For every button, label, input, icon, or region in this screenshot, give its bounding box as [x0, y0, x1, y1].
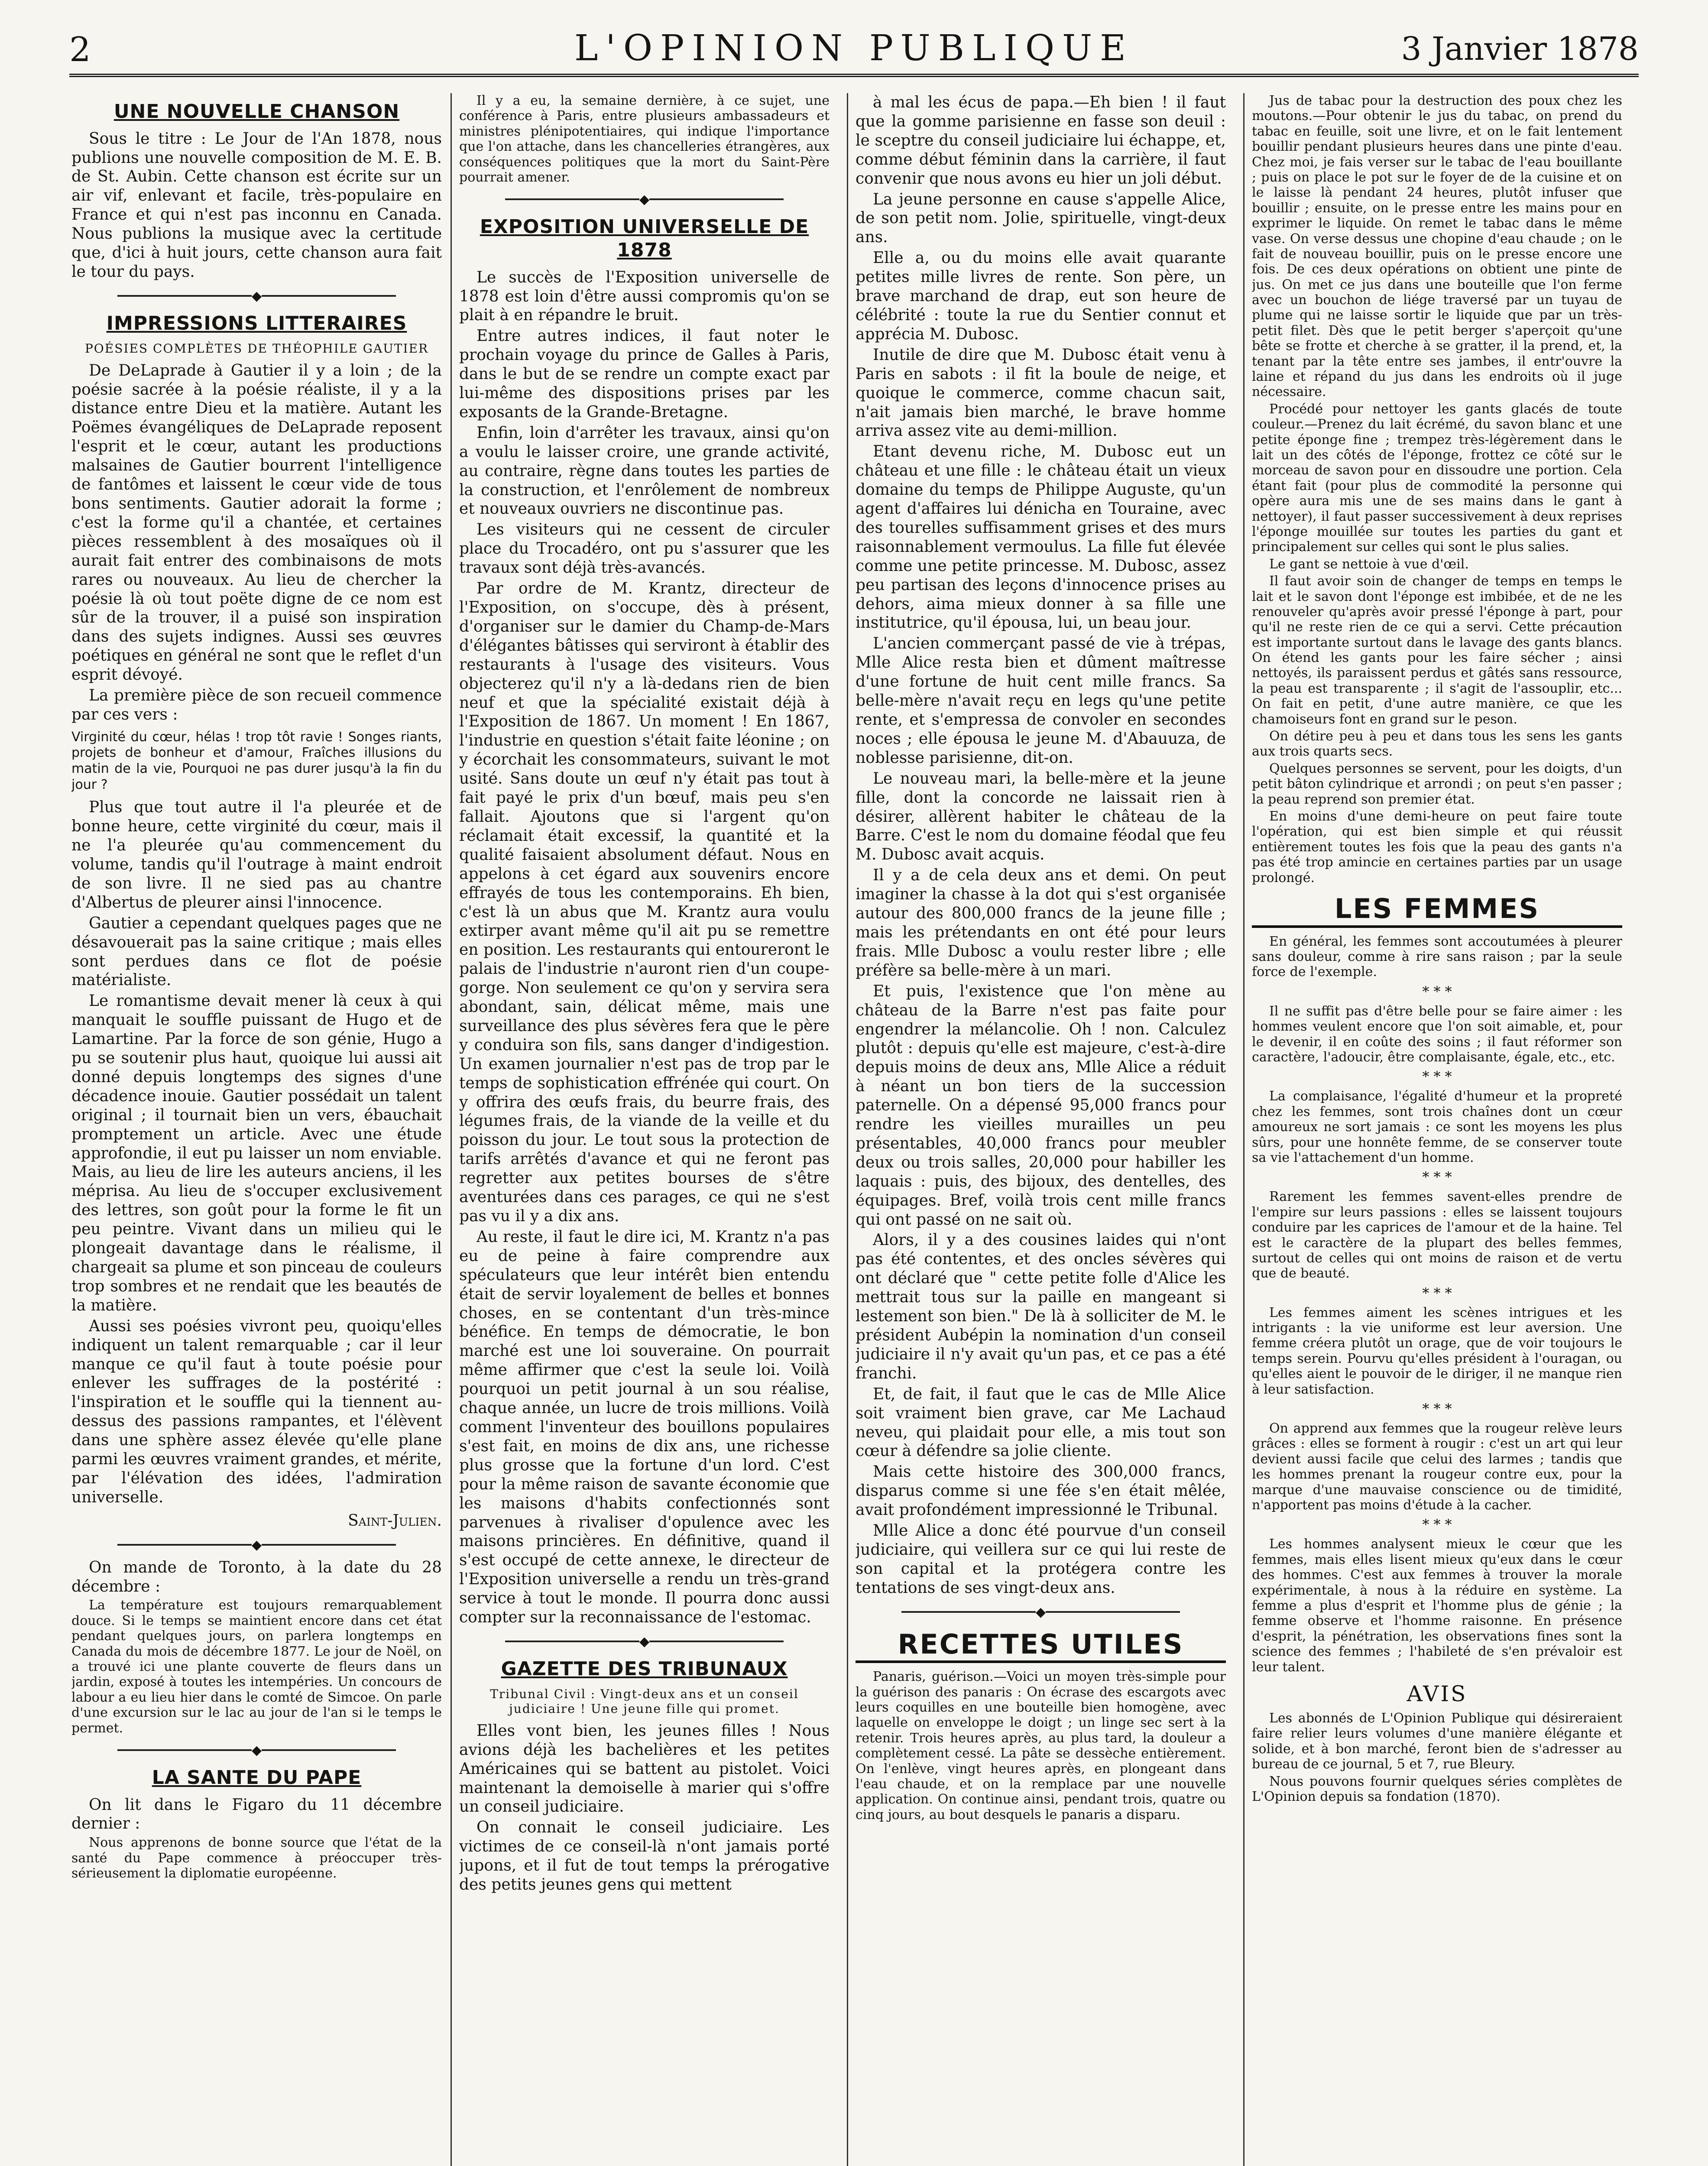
- column-divider: [450, 93, 452, 2166]
- paragraph: Les femmes aiment les scènes intrigues et les intrigants : la vie uniforme est leur aversion. Une femme créera plutôt un orage, que de voir toujours le temps serein. Pourvu qu'elles président à l'ouragan, ou qu'elles aient le pouvoir de le diriger, il ne manque rien à leur satisfaction.: [1252, 1305, 1622, 1397]
- paragraph: Enfin, loin d'arrêter les travaux, ainsi qu'on a voulu le laisser croire, une grande activité, au contraire, règne dans toutes les parties de la construction, et l'enrôlement de nombreux et nouveaux ouvriers ne discontinue pas.: [459, 424, 830, 518]
- chanson-text: Sous le titre : Le Jour de l'An 1878, nous publions une nouvelle composition de M. E. B. de St. Aubin. Cette chanson est écrite sur un air vif, enlevant et facile, très-populaire en France et qui n'est pas inconnu en Canada. Nous publions la musique avec la certitude que, d'ici à huit jours, cette chanson aura fait le tour du pays.: [71, 130, 442, 281]
- paragraph: Les hommes analysent mieux le cœur que les femmes, mais elles lisent mieux qu'eux dans le cœur des hommes. C'est aux femmes à trouver la morale expérimentale, à nous à la réduire en système. La femme a plus d'esprit et l'homme plus de génie ; la femme observe et l'homme raisonne. En présence d'esprit, la pénétration, les observations fines sont la science des femmes ; l'habileté de s'en prévaloir est leur talent.: [1252, 1537, 1622, 1675]
- paragraph: Mlle Alice a donc été pourvue d'un conseil judiciaire, qui veillera sur ce qui lui reste de son capital et la protégera contre les tentations de ses vingt-deux ans.: [856, 1522, 1226, 1597]
- issue-date: 3 Janvier 1878: [1401, 30, 1639, 68]
- paragraph: Entre autres indices, il faut noter le prochain voyage du prince de Galles à Paris, dans le but de se rendre un compte exact par lui-même des dispositions prises par les exposants de la Grande-Bretagne.: [459, 327, 830, 421]
- impressions-heading: IMPRESSIONS LITTERAIRES: [106, 312, 407, 334]
- exposition-heading: EXPOSITION UNIVERSELLE DE 1878: [480, 216, 809, 261]
- paragraph: Au reste, il faut le dire ici, M. Krantz n'a pas eu de peine à faire comprendre aux spéculateurs que leur intérêt bien entendu était de servir loyalement de belles et bonnes choses, en se contentant d'un très-mince bénéfice. En temps de démocratie, le bon marché est une loi souveraine. On pourrait même affirmer que c'est la seule loi. Voilà pourquoi un petit journal à un sou réalise, chaque année, un lucre de trois millions. Voilà comment l'inventeur des bouillons populaires s'est fait, en moins de dix ans, une richesse plus grosse que la fortune d'un lord. C'est pour la même raison de savante économie que les maisons d'habits confectionnés sont parvenues à rivaliser d'opulence avec les maisons princières. En définitive, quand il s'est occupé de cette annexe, le directeur de l'Exposition universelle a rendu un très-grand service à tout le monde. Il pourra donc aussi compter sur la reconnaissance de l'estomac.: [459, 1228, 830, 1627]
- asterism: * * *: [1422, 1401, 1452, 1417]
- paragraph: De DeLaprade à Gautier il y a loin ; de la poésie sacrée à la poésie réaliste, il y a la distance entre Dieu et la matière. Autant les Poëmes évangéliques de DeLaprade reposent l'esprit et le cœur, autant les productions malsaines de Gautier bourrent l'intelligence de fantômes et laissent le cœur vide de tous bons sentiments. Gautier adorait la forme ; c'est la forme qu'il a chantée, et certaines pièces ressemblent à des mosaïques où il aurait fait entrer des combinaisons de mots rares ou nouveaux. Au lieu de chercher la poésie là où tout poëte digne de ce nom est sûr de la trouver, il a puisé son inspiration dans des sujets indignes. Aussi ses œuvres poétiques en général ne sont que le reflet d'un esprit dévoyé.: [71, 361, 442, 684]
- paragraph: La jeune personne en cause s'appelle Alice, de son petit nom. Jolie, spirituelle, vingt-deux ans.: [856, 190, 1226, 246]
- paragraph: Par ordre de M. Krantz, directeur de l'Exposition, on s'occupe, dès à présent, d'organiser sur le damier du Champ-de-Mars d'élégantes bâtisses qui serviront à établir des restaurants à l'usage des visiteurs. Vous objecterez qu'il n'y a là-dedans rien de bien neuf et que la spécialité existait déjà à l'Exposition de 1867. Un moment ! En 1867, l'industrie en question s'était faite léonine ; on y écorchait les consommateurs, suivant le mot usité. Sans doute un œuf n'y était pas tout à fait payé le prix d'un bœuf, mais peu s'en fallait. Ajoutons que si l'argent qu'on réclamait était excessif, la quantité et la qualité faisaient absolument défaut. Nous en appelons à cet égard aux souvenirs encore effrayés de tous les contemporains. Eh bien, c'est là un abus que M. Krantz aura voulu extirper avant même qu'il ait pu se remettre en position. Les restaurants qui entoureront le palais de l'industrie n'auront rien d'un coupe-gorge. Non seulement ce qu'on y servira sera abondant, sain, délicat même, mais une surveillance des plus sévères fera que le père y conduira son fils, sans danger d'indigestion. Un examen journalier n'est pas de trop par le temps de sophistication effrénée qui court. On y offrira des œufs frais, du beurre frais, des légumes frais, de la viande de la veille et du poisson du jour. Le tout sous la protection de tarifs arrêtés d'avance et qui ne feront pas regretter aux petites bourses de s'être aventurées dans ces parages, ce qui ne s'est pas vu il y a dix ans.: [459, 580, 830, 1225]
- asterism: * * *: [1422, 1516, 1452, 1533]
- asterism: * * *: [1422, 1068, 1452, 1085]
- impressions-subheading: POÉSIES COMPLÈTES DE THÉOPHILE GAUTIER: [84, 341, 429, 356]
- newspaper-title: L'OPINION PUBLIQUE: [574, 28, 1134, 69]
- paragraph: Elles vont bien, les jeunes filles ! Nous avions déjà les bachelières et les petites Américaines qui se battent au pistolet. Voici maintenant la demoiselle à marier qui s'offre un conseil judiciaire.: [459, 1722, 830, 1816]
- paragraph: On détire peu à peu et dans tous les sens les gants aux trois quarts secs.: [1252, 729, 1622, 759]
- paragraph: La complaisance, l'égalité d'humeur et la propreté chez les femmes, sont trois chaînes dont un cœur amoureux ne sort jamais : ce sont les moyens les plus sûrs, pour une honnête femme, de se conserver toute sa vie l'attachement d'un homme.: [1252, 1089, 1622, 1165]
- asterism: * * *: [1422, 1284, 1452, 1301]
- paragraph: Il y a de cela deux ans et demi. On peut imaginer la chasse à la dot qui s'est organisée autour des 800,000 francs de la jeune fille ; mais les prétendants en ont été pour leurs frais. Mlle Dubosc a voulu rester libre ; elle préfère sa belle-mère à un mari.: [856, 866, 1226, 979]
- author-signature: Saint-Julien.: [348, 1511, 442, 1530]
- paragraph: Il ne suffit pas d'être belle pour se faire aimer : les hommes veulent encore que l'on soit aimable, et, pour le devenir, il en coûte des soins ; il faut réformer son caractère, l'adoucir, être complaisante, égale, etc., etc.: [1252, 1003, 1622, 1065]
- column-4: [1252, 93, 1622, 2166]
- paragraph: On connait le conseil judiciaire. Les victimes de ce conseil-là n'ont jamais porté jupons, et il fut de tout temps la prérogative des petits jeunes gens qui mettent: [459, 1819, 830, 1894]
- paragraph: Aussi ses poésies vivront peu, quoiqu'elles indiquent un talent remarquable ; car il leur manque ce qu'il faut à toute poésie pour enlever les suffrages de la postérité : l'inspiration et le souffle qui la tiennent au-dessus des passions rampantes, et l'élèvent dans une sphère assez élevée qu'elle plane parmi les œuvres vraiment grandes, et mérite, par l'élévation des idées, l'admiration universelle.: [71, 1317, 442, 1506]
- paragraph: On apprend aux femmes que la rougeur relève leurs grâces : elles se forment à rougir : c'est un art qui leur devient aussi facile que celui des larmes ; tandis que les hommes prenant la rougeur contre eux, pour la marque d'une mauvaise conscience ou de timidité, n'apportent pas moins d'étude à la cacher.: [1252, 1421, 1622, 1513]
- separator: ◆: [71, 1535, 442, 1554]
- gazette-heading: GAZETTE DES TRIBUNAUX: [501, 1657, 788, 1680]
- paragraph: Elle a, ou du moins elle avait quarante petites mille livres de rente. Son père, un brave marchand de drap, eut son heure de célébrité : toute la rue du Sentier connut et apprécia M. Dubosc.: [856, 249, 1226, 343]
- femmes-heading: LES FEMMES: [1252, 892, 1622, 928]
- paragraph: Les visiteurs qui ne cessent de circuler place du Trocadéro, ont pu s'assurer que les travaux sont déjà très-avancés.: [459, 521, 830, 577]
- paragraph: Alors, il y a des cousines laides qui n'ont pas été contentes, et des oncles sévères qui ont déclaré que " cette petite folle d'Alice les mettrait tous sur la paille en mangeant si lestement son bien." De là à solliciter de M. le président Aubépin la nomination d'un conseil judiciaire il n'y avait qu'un pas, et ce pas a été franchi.: [856, 1231, 1226, 1382]
- column-2: [459, 93, 830, 2166]
- paragraph: Rarement les femmes savent-elles prendre de l'empire sur leurs passions : elles se laissent toujours conduire par les caprices de l'amour et de la haine. Tel est le caractère de la plupart des belles femmes, surtout de celles qui ont moins de raison et de vertu que de beauté.: [1252, 1189, 1622, 1281]
- paragraph: Inutile de dire que M. Dubosc était venu à Paris en sabots : il fit la boule de neige, et quoique le commerce, comme chacun sait, n'ait jamais bien marché, le brave homme arriva assez vite au demi-million.: [856, 346, 1226, 440]
- paragraph: à mal les écus de papa.—Eh bien ! il faut que la gomme parisienne en fasse son deuil : le sceptre du conseil judiciaire lui échappe, et, comme début féminin dans la carrière, il faut convenir que nous avons eu hier un joli début.: [856, 94, 1226, 188]
- poem-quote: Virginité du cœur, hélas ! trop tôt ravie ! Songes riants, projets de bonheur et d'amour, Fraîches illusions du matin de la vie, Pourquoi ne pas durer jusqu'à la fin du jour ?: [71, 729, 442, 792]
- paragraph: Procédé pour nettoyer les gants glacés de toute couleur.—Prenez du lait écrémé, du savon blanc et une petite éponge fine ; trempez très-légèrement dans le lait un des côtés de l'éponge, frottez ce côté sur le morceau de savon pour en dissoudre une portion. Cela étant fait (pour plus de commodité la personne qui opère aura mis une de ses mains dans le gant à nettoyer), il faut passer successivement à deux reprises l'éponge mouillée sur toutes les parties du gant et principalement sur celles qui sont le plus salies.: [1252, 401, 1622, 555]
- paragraph: Etant devenu riche, M. Dubosc eut un château et une fille : le château était un vieux domaine du temps de Philippe Auguste, qu'un agent d'affaires lui dénicha en Touraine, avec des tourelles suffisamment grises et des murs raisonnablement vermoulus. La fille fut élevée comme une petite princesse. M. Dubosc, assez peu partisan des leçons d'innocence prises au dehors, aima mieux donner à sa fille une institutrice, qu'il épousa, lui, un beau jour.: [856, 443, 1226, 632]
- paragraph: Nous pouvons fournir quelques séries complètes de L'Opinion depuis sa fondation (1870).: [1252, 1774, 1622, 1804]
- paragraph: La température est toujours remarquablement douce. Si le temps se maintient encore dans cet état pendant quelques jours, on parlera longtemps en Canada du mois de décembre 1877. Le jour de Noël, on a trouvé ici une plante couverte de fleurs dans un jardin, exposé à toutes les intempéries. Un concours de labour a eu lieu hier dans le comté de Simcoe. On parle d'une excursion sur le lac au jour de l'an si le temps le permet.: [71, 1598, 442, 1736]
- paragraph: Il y a eu, la semaine dernière, à ce sujet, une conférence à Paris, entre plusieurs ambassadeurs et ministres plénipotentiaires, qui indique l'importance que l'on attache, dans les chancelleries étrangères, aux conséquences politiques que la mort du Saint-Père pourrait amener.: [459, 93, 830, 185]
- paragraph: Gautier a cependant quelques pages que ne désavouerait pas la saine critique ; mais elles sont perdues dans ce flot de poésie matérialiste.: [71, 914, 442, 989]
- paragraph: Nous apprenons de bonne source que l'état de la santé du Pape commence à préoccuper très-sérieusement la diplomatie européenne.: [71, 1835, 442, 1881]
- paragraph: Les abonnés de L'Opinion Publique qui désireraient faire relier leurs volumes d'une manière élégante et solide, et à bon marché, feront bien de s'adresser au bureau de ce journal, 5 et 7, rue Bleury.: [1252, 1710, 1622, 1772]
- chanson-heading: UNE NOUVELLE CHANSON: [113, 101, 400, 123]
- masthead-rule: [69, 74, 1639, 77]
- separator: ◆: [71, 1740, 442, 1759]
- paragraph: Panaris, guérison.—Voici un moyen très-simple pour la guérison des panaris : On écrase des escargots avec leurs coquilles en une bouteille bien homogène, avec laquelle on enveloppe le doigt ; un linge sec sert à la retenir. Trois heures après, au plus tard, la douleur a complètement cessé. La pâte se dessèche entièrement. On l'enlève, vingt heures après, en plongeant dans l'eau chaude, et on la remplace par une nouvelle application. On continue ainsi, pendant trois, quatre ou cinq jours, au bout desquels le panaris a disparu.: [856, 1669, 1226, 1822]
- separator: ◆: [459, 189, 830, 208]
- pape-heading: LA SANTE DU PAPE: [152, 1766, 362, 1789]
- paragraph: Il faut avoir soin de changer de temps en temps le lait et le savon dont l'éponge est imbibée, et de ne les renouveler qu'après avoir pressé l'éponge à part, pour qu'il ne reste rien de ce qui a servi. Cette précaution est importante surtout dans le lavage des gants blancs. On étend les gants pour les faire sécher ; ainsi nettoyés, ils paraissent perdus et gâtés sans ressource, la peau est transparente ; il s'agit de l'assouplir, etc... On fait en petit, d'une autre manière, ce que les chamoiseurs font en grand sur le peson.: [1252, 574, 1622, 727]
- paragraph: La première pièce de son recueil commence par ces vers :: [71, 687, 442, 723]
- paragraph: Le romantisme devait mener là ceux à qui manquait le souffle puissant de Hugo et de Lamartine. Par la force de son génie, Hugo a pu se soutenir plus haut, quoique lui aussi ait donné depuis longtemps des signes d'une décadence inouie. Gautier possédait un talent original ; il tournait bien un vers, ébauchait promptement un article. Avec une étude approfondie, il eut pu laisser un nom enviable. Mais, au lieu de lire les auteurs anciens, il les méprisa. Au lieu de s'occuper exclusivement des lettres, son goût pour la forme le fit un peu peintre. Vivant dans un milieu qui le plongeait davantage dans le réalisme, il chargeait sa plume et son pinceau de couleurs trop sombres et ne rendait que les beautés de la matière.: [71, 992, 442, 1314]
- paragraph: Quelques personnes se servent, pour les doigts, d'un petit bâton cylindrique et arrondi ; on peut s'en passer ; la peau reprend son premier état.: [1252, 761, 1622, 807]
- column-divider: [1243, 93, 1245, 2166]
- paragraph: Le gant se nettoie à vue d'œil.: [1269, 556, 1469, 572]
- column-3: [856, 93, 1226, 2166]
- gazette-subheading: Tribunal Civil : Vingt-deux ans et un conseil judiciaire ! Une jeune fille qui promet.: [490, 1686, 799, 1716]
- paragraph: Plus que tout autre il l'a pleurée et de bonne heure, cette virginité du cœur, mais il ne l'a pleurée qu'au commencement du volume, tandis qu'il l'outrage à maint endroit de son livre. Il ne sied pas au chantre d'Albertus de pleurer ainsi l'innocence.: [71, 798, 442, 911]
- column-1: [71, 93, 442, 2166]
- avis-heading: AVIS: [1407, 1681, 1468, 1706]
- paragraph: L'ancien commerçant passé de vie à trépas, Mlle Alice resta bien et dûment maîtresse d'une fortune de huit cent mille francs. Sa belle-mère n'avait reçu en legs qu'une petite rente, et s'empressa de convoler en secondes noces ; elle épousa le jeune M. d'Abauuza, de noblesse parisienne, dit-on.: [856, 635, 1226, 767]
- paragraph: Mais cette histoire des 300,000 francs, disparus comme si une fée s'en était mêlée, avait profondément impressionné le Tribunal.: [856, 1463, 1226, 1519]
- column-divider: [847, 93, 848, 2166]
- paragraph: On lit dans le Figaro du 11 décembre dernier :: [71, 1796, 442, 1833]
- masthead: [69, 22, 1639, 74]
- page-number: 2: [69, 30, 91, 69]
- paragraph: En général, les femmes sont accoutumées à pleurer sans douleur, comme à rire sans raison ; par la seule force de l'exemple.: [1252, 934, 1622, 980]
- paragraph: Et puis, l'existence que l'on mène au château de la Barre n'est pas faite pour engendrer la mélancolie. Oh ! non. Calculez plutôt : depuis qu'elle est majeure, c'est-à-dire depuis moins de deux ans, Mlle Alice a réduit à néant un bon tiers de la succession paternelle. On a dépensé 95,000 francs pour rendre les vieilles murailles un peu présentables, 40,000 francs pour meubler deux ou trois salles, 20,000 pour habiller les laquais : puis, des bijoux, des dentelles, des équipages. Bref, voilà trois cent mille francs qui ont passé on ne sait où.: [856, 982, 1226, 1229]
- separator: ◆: [856, 1602, 1226, 1621]
- separator: ◆: [459, 1631, 830, 1650]
- paragraph: Le nouveau mari, la belle-mère et la jeune fille, dont la concorde ne laissait rien à désirer, allèrent habiter le château de la Barre. C'est le nom du domaine féodal que feu M. Dubosc avait acquis.: [856, 769, 1226, 864]
- asterism: * * *: [1422, 1169, 1452, 1186]
- asterism: * * *: [1422, 983, 1452, 1000]
- paragraph: Le succès de l'Exposition universelle de 1878 est loin d'être aussi compromis qu'on se plait à en répandre le bruit.: [459, 268, 830, 324]
- separator: ◆: [71, 286, 442, 305]
- paragraph: On mande de Toronto, à la date du 28 décembre :: [71, 1558, 442, 1595]
- paragraph: Et, de fait, il faut que le cas de Mlle Alice soit vraiment bien grave, car Me Lachaud neveu, qui plaidait pour elle, a mis tout son cœur à défendre sa jolie cliente.: [856, 1385, 1226, 1460]
- paragraph: En moins d'une demi-heure on peut faire toute l'opération, qui est bien simple et qui réussit entièrement toutes les fois que la peau des gants n'a pas été trop amincie en certaines parties par un usage prolongé.: [1252, 808, 1622, 885]
- paragraph: Jus de tabac pour la destruction des poux chez les moutons.—Pour obtenir le jus du tabac, on prend du tabac en feuille, soit une livre, et on le fait lentement bouillir pendant plusieurs heures dans une pinte d'eau. Chez moi, je fais verser sur le tabac de l'eau bouillante ; puis on place le pot sur le foyer de de la cuisine et on le laisse là pendant 24 heures, plutôt infuser que bouillir ; ensuite, on le presse entre les mains pour en exprimer le liquide. On remet le tabac dans le même vase. On verse dessus une chopine d'eau chaude ; on le fait de nouveau bouillir, puis on le presse encore une fois. De ces deux opérations on obtient une pinte de jus. On met ce jus dans une bouteille que l'on ferme avec un bouchon de liége traversé par un tuyau de plume qui ne laisse sortir le liquide que par un très-petit filet. Dès que le petit berger s'aperçoit qu'une bête se frotte et cherche à se gratter, il la prend, et, la tenant par la tête entre ses jambes, il entr'ouvre la laine et répand du jus dans les endroits où il juge nécessaire.: [1252, 93, 1622, 400]
- recettes-heading: RECETTES UTILES: [856, 1628, 1226, 1663]
